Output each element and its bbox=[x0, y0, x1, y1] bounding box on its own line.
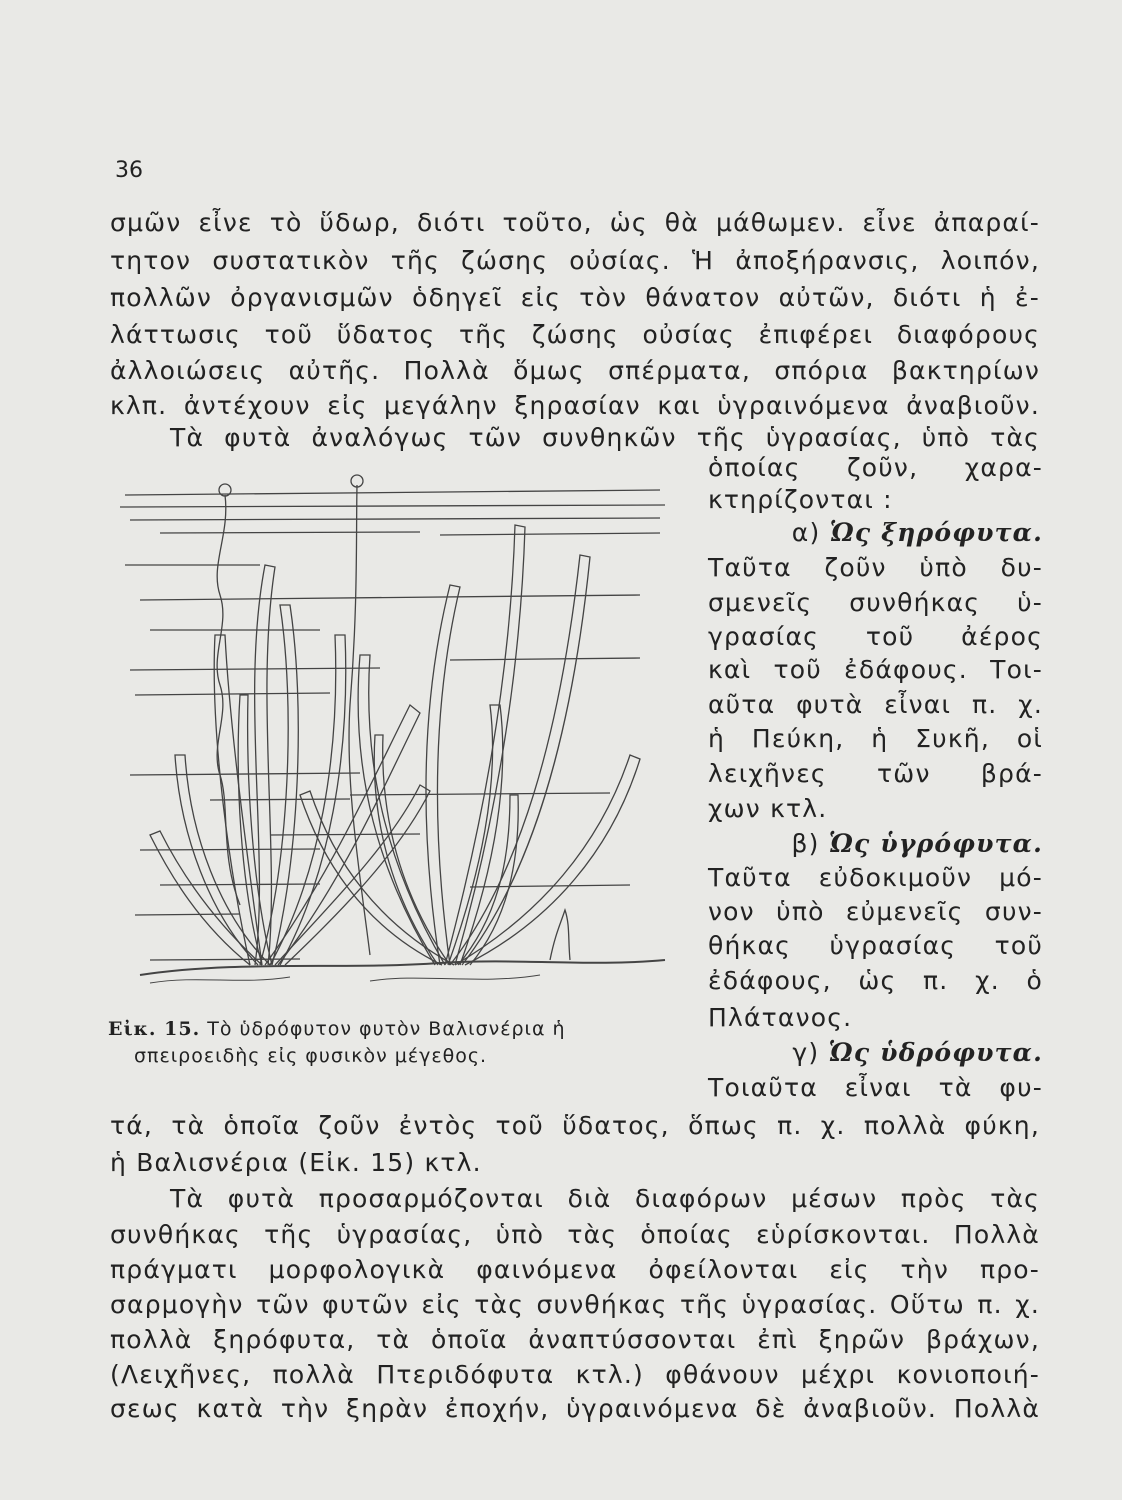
text-line: Ταῦτα ζοῦν ὑπὸ δυ- bbox=[708, 553, 1043, 582]
text-line: σμενεῖς συνθήκας ὑ- bbox=[708, 588, 1043, 617]
heading-hydrophyta: Ὡς ὑδρόφυτα. bbox=[828, 1038, 1043, 1067]
text-line: ἡ Βαλισνέρια (Εἰκ. 15) κτλ. bbox=[110, 1148, 482, 1177]
text-line: συνθήκας τῆς ὑγρασίας, ὑπὸ τὰς ὁποίας εὑρίσκονται. Πολλὰ bbox=[110, 1220, 1040, 1249]
text-line: λειχῆνες τῶν βρά- bbox=[708, 759, 1043, 788]
figure-caption bbox=[108, 1018, 566, 1040]
text-line: κτηρίζονται : bbox=[708, 485, 893, 514]
text-line: τητον συστατικὸν τῆς ζώσης οὐσίας. Ἡ ἀποξήρανσις, λοιπόν, bbox=[110, 246, 1040, 275]
enum-label: γ) bbox=[792, 1038, 829, 1067]
text-line bbox=[708, 1040, 1043, 1065]
text-line: Ταῦτα εὐδοκιμοῦν μό- bbox=[708, 863, 1043, 892]
enum-label: β) bbox=[791, 829, 829, 858]
vallisneria-illustration bbox=[120, 455, 680, 1010]
text-line: νον ὑπὸ εὐμενεῖς συν- bbox=[708, 897, 1043, 926]
caption-line: Τὸ ὑδρόφυτον φυτὸν Βαλισνέρια ἡ bbox=[200, 1018, 566, 1040]
text-line: ἐδάφους, ὡς π. χ. ὁ bbox=[708, 966, 1043, 995]
text-line: πράγματι μορφολογικὰ φαινόμενα ὀφείλονται εἰς τὴν προ- bbox=[110, 1255, 1040, 1284]
heading-hygrophyta: Ὡς ὑγρόφυτα. bbox=[828, 829, 1043, 858]
text-line: ἀλλοιώσεις αὐτῆς. Πολλὰ ὅμως σπέρματα, σπόρια βακτηρίων bbox=[110, 356, 1040, 385]
text-line: (Λειχῆνες, πολλὰ Πτεριδόφυτα κτλ.) φθάνουν μέχρι κονιοποιή- bbox=[110, 1360, 1040, 1389]
text-line bbox=[708, 520, 1043, 545]
text-line: κλπ. ἀντέχουν εἰς μεγάλην ξηρασίαν και ὑγραινόμενα ἀναβιοῦν. bbox=[110, 391, 1040, 420]
text-line: σμῶν εἶνε τὸ ὕδωρ, διότι τοῦτο, ὡς θὰ μάθωμεν. εἶνε ἀπαραί- bbox=[110, 208, 1040, 237]
text-line: θήκας ὑγρασίας τοῦ bbox=[708, 931, 1043, 960]
heading-xerophyta: Ὡς ξηρόφυτα. bbox=[829, 518, 1043, 547]
figure-label: Εἰκ. 15. bbox=[108, 1018, 201, 1040]
text-line: καὶ τοῦ ἐδάφους. Τοι- bbox=[708, 655, 1043, 684]
text-line: ἡ Πεύκη, ἡ Συκῆ, οἱ bbox=[708, 724, 1043, 753]
text-line: χων κτλ. bbox=[708, 794, 828, 823]
enum-label: α) bbox=[791, 518, 830, 547]
text-line: Τοιαῦτα εἶναι τὰ φυ- bbox=[708, 1073, 1043, 1102]
text-line: σαρμογὴν τῶν φυτῶν εἰς τὰς συνθήκας τῆς ὑγρασίας. Οὕτω π. χ. bbox=[110, 1290, 1040, 1319]
text-line: πολλὰ ξηρόφυτα, τὰ ὁποῖα ἀναπτύσσονται ἐπὶ ξηρῶν βράχων, bbox=[110, 1325, 1040, 1354]
text-line: πολλῶν ὀργανισμῶν ὁδηγεῖ εἰς τὸν θάνατον αὐτῶν, διότι ἡ ἐ- bbox=[110, 283, 1040, 312]
text-line: Τὰ φυτὰ ἀναλόγως τῶν συνθηκῶν τῆς ὑγρασίας, ὑπὸ τὰς bbox=[170, 423, 1040, 452]
text-line: Τὰ φυτὰ προσαρμόζονται διὰ διαφόρων μέσων πρὸς τὰς bbox=[170, 1184, 1040, 1213]
text-line: γρασίας τοῦ ἀέρος bbox=[708, 622, 1043, 651]
page-number: 36 bbox=[115, 158, 143, 183]
text-line bbox=[708, 831, 1043, 856]
text-line: αῦτα φυτὰ εἶναι π. χ. bbox=[708, 690, 1043, 719]
text-line: Πλάτανος. bbox=[708, 1003, 853, 1032]
text-line: λάττωσις τοῦ ὕδατος τῆς ζώσης οὐσίας ἐπιφέρει διαφόρους bbox=[110, 320, 1040, 349]
figure-caption-line2: σπειροειδὴς εἰς φυσικὸν μέγεθος. bbox=[134, 1045, 488, 1067]
text-line: τά, τὰ ὁποῖα ζοῦν ἐντὸς τοῦ ὕδατος, ὅπως π. χ. πολλὰ φύκη, bbox=[110, 1111, 1040, 1140]
text-line: σεως κατὰ τὴν ξηρὰν ἐποχήν, ὑγραινόμενα δὲ ἀναβιοῦν. Πολλὰ bbox=[110, 1394, 1040, 1423]
text-line: ὁποίας ζοῦν, χαρα- bbox=[708, 453, 1043, 482]
